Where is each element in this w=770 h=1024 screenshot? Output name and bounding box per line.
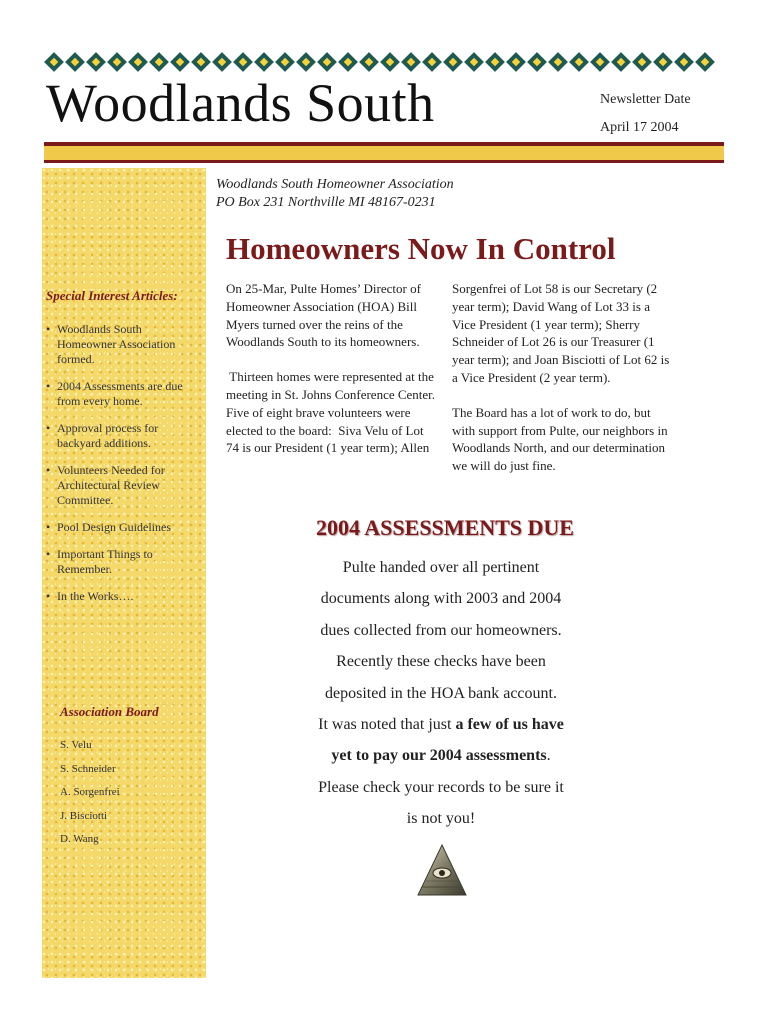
diamond-icon bbox=[569, 52, 589, 72]
article-column-right bbox=[452, 280, 674, 492]
assessments-line: deposited in the HOA bank account. bbox=[325, 684, 557, 702]
assessments-line bbox=[286, 740, 596, 771]
newsletter-date: April 17 2004 bbox=[600, 120, 679, 135]
diamond-icon bbox=[464, 52, 484, 72]
board-member: S. Schneider bbox=[60, 762, 116, 775]
diamond-icon bbox=[506, 52, 526, 72]
diamond-icon bbox=[422, 52, 442, 72]
diamond-icon bbox=[296, 52, 316, 72]
diamond-icon bbox=[359, 52, 379, 72]
article-paragraph: The Board has a lot of work to do, but with support from Pulte, our neighbors in Woodlands North, and our determination we will do just fine. bbox=[452, 404, 668, 474]
board-member-list bbox=[60, 734, 120, 852]
board-member: S. Velu bbox=[60, 739, 92, 751]
diamond-icon bbox=[317, 52, 337, 72]
assessments-emphasis: a few of us have bbox=[455, 716, 564, 734]
diamond-icon bbox=[254, 52, 274, 72]
masthead-rule-gold bbox=[44, 146, 724, 160]
list-item: • Approval process for backyard additions. bbox=[46, 421, 196, 451]
diamond-icon bbox=[611, 52, 631, 72]
assessments-line: documents along with 2003 and 2004 bbox=[320, 590, 562, 608]
masthead-title: Woodlands South bbox=[46, 73, 435, 133]
diamond-icon bbox=[443, 52, 463, 72]
assessments-text: . bbox=[546, 747, 551, 765]
diamond-icon bbox=[632, 52, 652, 72]
article-paragraph: Thirteen homes were represented at the meeting in St. Johns Conference Center. Five of eight brave volunteers were elected to the board: Siva Velu of Lot 74 is our President (1 year term); Allen bbox=[226, 369, 442, 456]
board-member: J. Bisciotti bbox=[60, 809, 108, 822]
diamond-icon bbox=[149, 52, 169, 72]
article-column-left bbox=[226, 280, 442, 474]
address-line-2: PO Box 231 Northville MI 48167-0231 bbox=[216, 195, 436, 210]
board-heading: Association Board bbox=[60, 704, 159, 719]
board-member: D. Wang bbox=[60, 833, 99, 845]
diamond-icon bbox=[527, 52, 547, 72]
assessments-emphasis: yet to pay our 2004 assessments bbox=[331, 747, 547, 765]
assessments-heading: 2004 ASSESSMENTS DUE bbox=[316, 515, 574, 540]
diamond-icon bbox=[674, 52, 694, 72]
list-item: • Pool Design Guidelines bbox=[46, 520, 196, 535]
diamond-icon bbox=[695, 52, 715, 72]
list-item: • 2004 Assessments are due from every home. bbox=[46, 379, 196, 409]
diamond-icon bbox=[44, 52, 64, 72]
list-item: • Woodlands South Homeowner Association formed. bbox=[46, 322, 196, 367]
special-interest-list bbox=[46, 322, 196, 616]
newsletter-date-label: Newsletter Date bbox=[600, 92, 691, 107]
diamond-icon bbox=[86, 52, 106, 72]
article-paragraph: Sorgenfrei of Lot 58 is our Secretary (2 year term); David Wang of Lot 33 is a Vice President (1 year term); Sherry Schneider of Lot 26 is our Treasurer (1 year term); and Joan Bisciotti of Lot 62 is a Vice President (2 year term). bbox=[452, 281, 670, 385]
assessments-body bbox=[286, 552, 596, 835]
diamond-icon bbox=[380, 52, 400, 72]
masthead-rule-bottom bbox=[44, 160, 724, 163]
association-address bbox=[216, 176, 454, 212]
article-paragraph: On 25-Mar, Pulte Homes’ Director of Homeowner Association (HOA) Bill Myers turned over the reins of the Woodlands South to its homeowners. bbox=[226, 281, 421, 350]
diamond-icon bbox=[107, 52, 127, 72]
assessments-line: dues collected from our homeowners. bbox=[320, 621, 562, 639]
board-member: A. Sorgenfrei bbox=[60, 786, 120, 798]
diamond-icon bbox=[275, 52, 295, 72]
address-line-1: Woodlands South Homeowner Association bbox=[216, 177, 454, 192]
pyramid-eye-icon bbox=[416, 843, 468, 897]
diamond-icon bbox=[233, 52, 253, 72]
diamond-icon bbox=[590, 52, 610, 72]
assessments-line: Recently these checks have been bbox=[336, 653, 546, 671]
diamond-icon bbox=[128, 52, 148, 72]
assessments-line: is not you! bbox=[406, 810, 476, 828]
article-headline: Homeowners Now In Control bbox=[226, 231, 616, 266]
assessments-line: Please check your records to be sure it bbox=[318, 778, 564, 796]
list-item: • Volunteers Needed for Architectural Review Committee. bbox=[46, 463, 196, 508]
diamond-icon bbox=[401, 52, 421, 72]
diamond-icon bbox=[548, 52, 568, 72]
list-item: • Important Things to Remember. bbox=[46, 547, 196, 577]
diamond-icon bbox=[212, 52, 232, 72]
assessments-text: It was noted that just bbox=[318, 716, 456, 734]
list-item: • In the Works…. bbox=[46, 589, 196, 604]
sidebar bbox=[42, 168, 206, 978]
diamond-icon bbox=[191, 52, 211, 72]
diamond-icon bbox=[170, 52, 190, 72]
assessments-line bbox=[286, 709, 596, 740]
assessments-line: Pulte handed over all pertinent bbox=[342, 559, 540, 576]
diamond-icon bbox=[653, 52, 673, 72]
diamond-icon bbox=[338, 52, 358, 72]
sidebar-heading: Special Interest Articles: bbox=[46, 288, 178, 303]
diamond-icon bbox=[485, 52, 505, 72]
diamond-icon bbox=[65, 52, 85, 72]
